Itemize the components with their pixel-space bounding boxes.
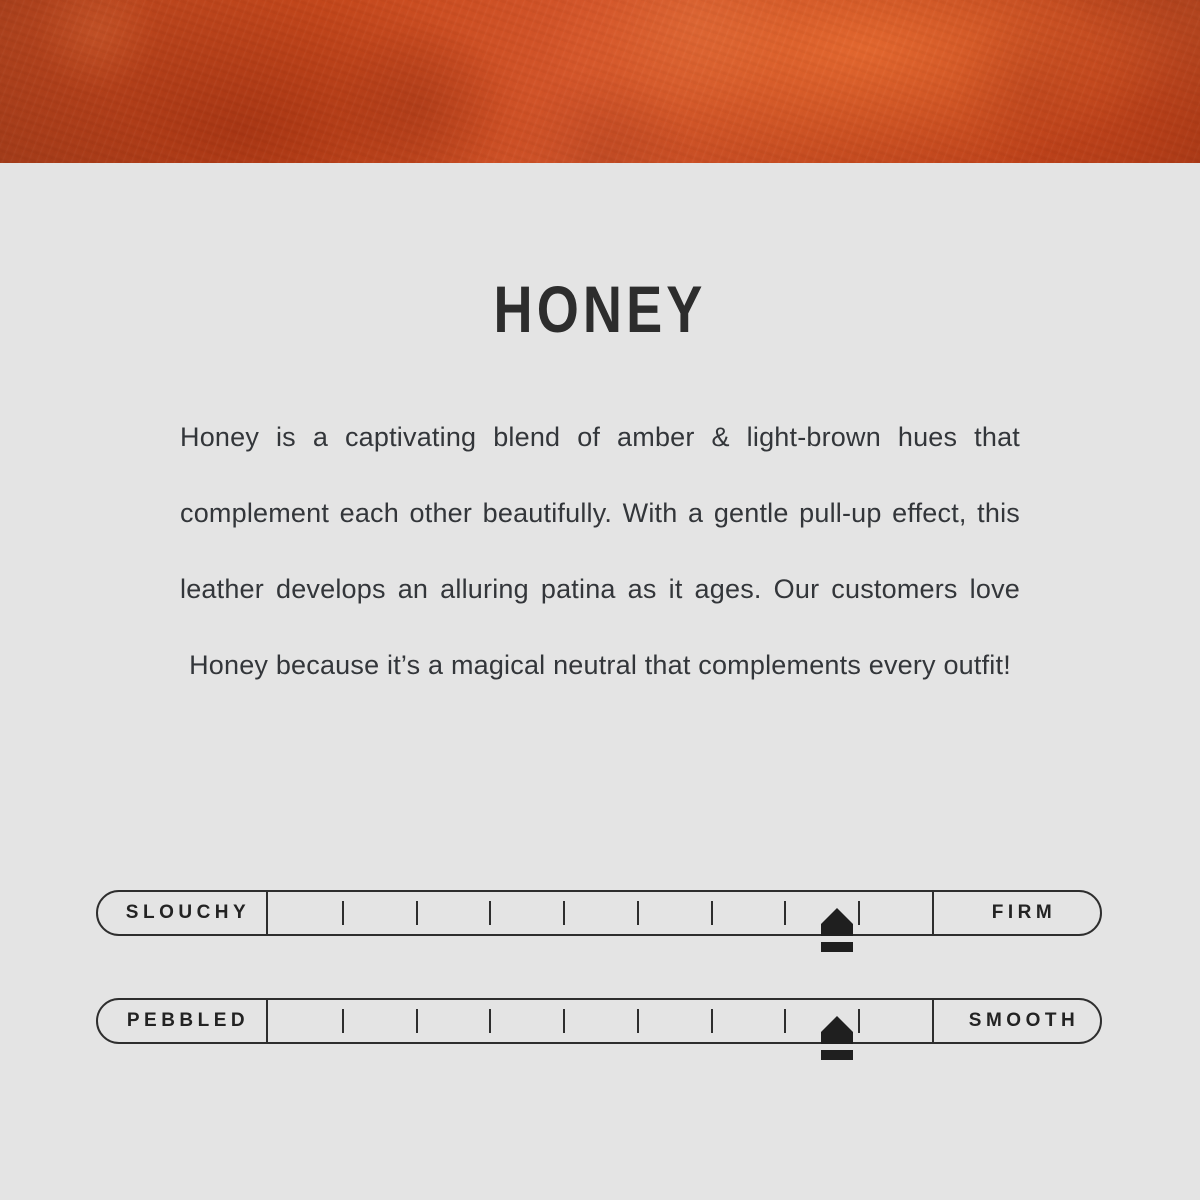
slider-tick: [342, 901, 344, 925]
slider-right-label: FIRM: [932, 890, 1104, 936]
slider-tick: [858, 1009, 860, 1033]
slider-structure[interactable]: [96, 890, 1104, 938]
slider-thumb-icon: [817, 906, 857, 958]
slider-tick: [784, 901, 786, 925]
slider-right-label: SMOOTH: [932, 998, 1104, 1044]
honey-leather-swatch-image: [0, 0, 1200, 163]
slider-thumb-icon: [817, 1014, 857, 1066]
slider-tick: [637, 1009, 639, 1033]
slider-tick: [563, 901, 565, 925]
slider-left-label: SLOUCHY: [96, 890, 268, 936]
slider-tick: [563, 1009, 565, 1033]
slider-tick: [489, 901, 491, 925]
slider-left-label: PEBBLED: [96, 998, 268, 1044]
slider-tick: [416, 901, 418, 925]
page-title: HONEY: [493, 272, 707, 346]
slider-thumb[interactable]: [817, 1014, 857, 1066]
slider-tick: [711, 901, 713, 925]
slider-tick: [416, 1009, 418, 1033]
slider-tick: [637, 901, 639, 925]
slider-thumb[interactable]: [817, 906, 857, 958]
content-area: [0, 163, 1200, 703]
slider-tick: [784, 1009, 786, 1033]
slider-tick: [711, 1009, 713, 1033]
slider-texture[interactable]: [96, 998, 1104, 1046]
color-description: Honey is a captivating blend of amber & light-brown hues that complement each other beautifully. With a gentle pull-up effect, this leather develops an alluring patina as it ages. Our customers love Honey because it’s a magical neutral that complements every outfit!: [180, 422, 1020, 680]
slider-tick: [858, 901, 860, 925]
slider-tick: [342, 1009, 344, 1033]
slider-tick: [489, 1009, 491, 1033]
swatch-vignette-layer: [0, 0, 1200, 163]
attribute-sliders: [0, 890, 1200, 1106]
